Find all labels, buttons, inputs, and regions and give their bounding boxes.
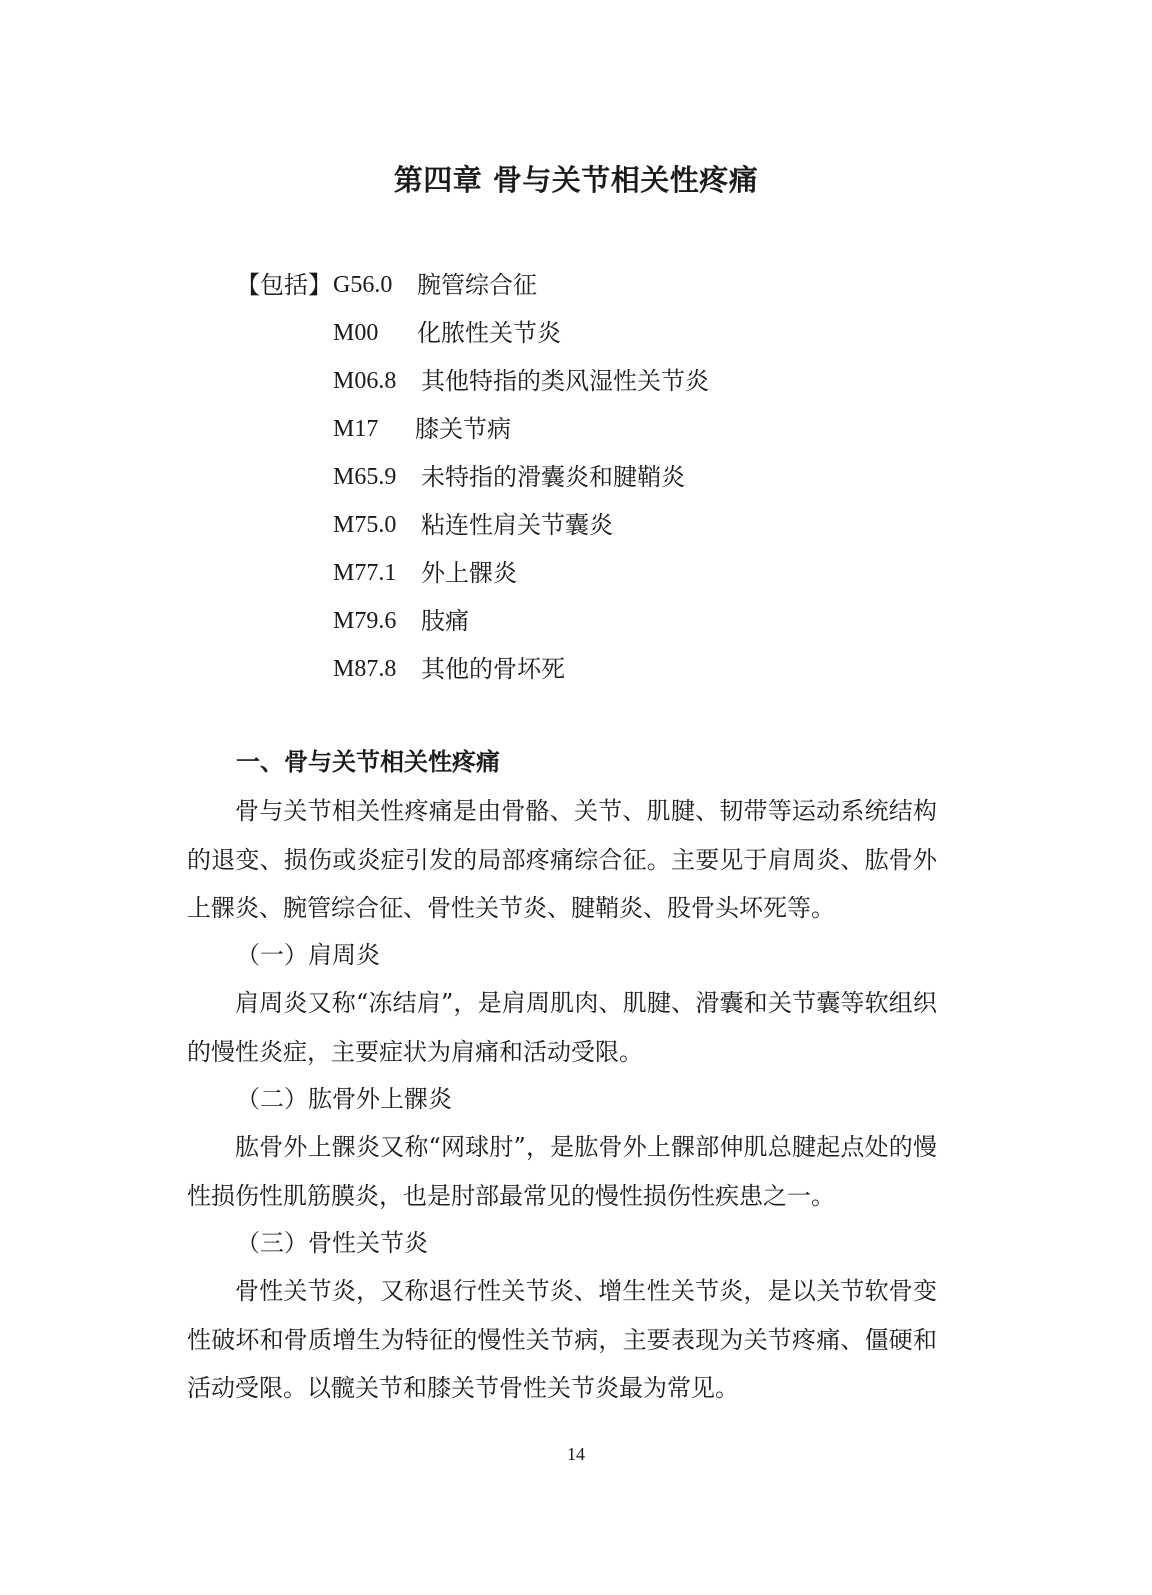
include-name: 其他的骨坏死 [421, 655, 565, 683]
page-number: 14 [567, 1444, 585, 1464]
include-name: 肢痛 [421, 607, 469, 635]
subsection-paragraph: 肩周炎又称“冻结肩”，是肩周肌肉、肌腱、滑囊和关节囊等软组织的慢性炎症，主要症状为肩痛和活动受限。 [187, 989, 937, 1066]
subsection-paragraph: 骨性关节炎，又称退行性关节炎、增生性关节炎，是以关节软骨变性破坏和骨质增生为特征的慢性关节病，主要表现为关节疼痛、僵硬和活动受限。以髋关节和膝关节骨性关节炎最为常见。 [187, 1277, 937, 1402]
include-code: M17 [333, 416, 379, 442]
include-name: 粘连性肩关节囊炎 [421, 511, 613, 539]
includes-label: 【包括】 [236, 271, 332, 299]
include-code: M77.1 [333, 560, 397, 586]
section-intro-paragraph: 骨与关节相关性疼痛是由骨骼、关节、肌腱、韧带等运动系统结构的退变、损伤或炎症引发的局部疼痛综合征。主要见于肩周炎、肱骨外上髁炎、腕管综合征、骨性关节炎、腱鞘炎、股骨头坏死等。 [187, 797, 937, 922]
include-code: M06.8 [333, 368, 397, 394]
subsection-paragraph: 肱骨外上髁炎又称“网球肘”，是肱骨外上髁部伸肌总腱起点处的慢性损伤性肌筋膜炎，也是肘部最常见的慢性损伤性疾患之一。 [187, 1133, 937, 1210]
include-code: M00 [333, 320, 379, 346]
include-code: G56.0 [333, 272, 393, 298]
include-code: M75.0 [333, 512, 397, 538]
subsection-heading: （二）肱骨外上髁炎 [236, 1085, 452, 1113]
include-code: M87.8 [333, 656, 397, 682]
chapter-title: 第四章 骨与关节相关性疼痛 [393, 163, 759, 197]
include-name: 腕管综合征 [417, 271, 537, 299]
include-name: 化脓性关节炎 [417, 319, 561, 347]
include-name: 其他特指的类风湿性关节炎 [421, 367, 709, 395]
include-code: M65.9 [333, 464, 397, 490]
include-name: 外上髁炎 [421, 559, 517, 587]
include-name: 膝关节病 [415, 415, 511, 443]
include-code: M79.6 [333, 608, 397, 634]
include-name: 未特指的滑囊炎和腱鞘炎 [421, 463, 685, 491]
section-heading: 一、骨与关节相关性疼痛 [236, 748, 500, 776]
subsection-heading: （一）肩周炎 [236, 941, 380, 969]
subsection-heading: （三）骨性关节炎 [236, 1229, 428, 1257]
